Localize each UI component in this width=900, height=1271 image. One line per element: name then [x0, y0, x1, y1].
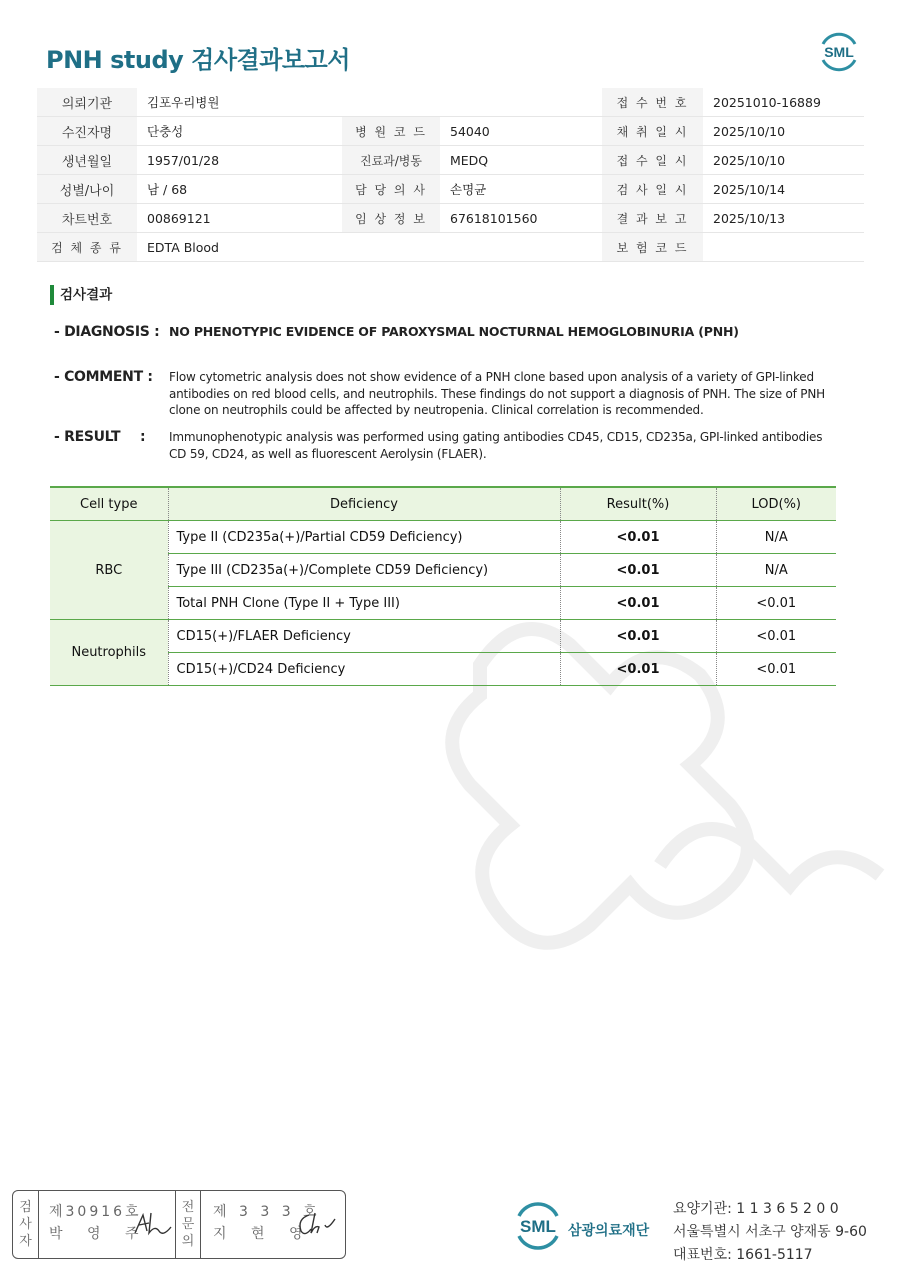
table-row [50, 587, 836, 620]
address: 서울특별시 서초구 양재동 9-60 [673, 1224, 867, 1240]
specialist-label-char: 의 [181, 1234, 195, 1249]
deficiency-cell: Total PNH Clone (Type II + Type III) [168, 587, 560, 620]
lod-cell: <0.01 [716, 653, 836, 686]
sex-age-value: 남 / 68 [137, 175, 342, 204]
insurance-label: 보 험 코 드 [602, 233, 703, 262]
receipt-no-value: 20251010-16889 [703, 88, 864, 117]
specialist-signature [295, 1209, 339, 1239]
dob-label: 생년월일 [37, 146, 137, 175]
clinical-label: 임 상 정 보 [342, 204, 440, 233]
tester-license-no: 제30916호 [49, 1204, 142, 1220]
foundation-name: 삼광의료재단 [568, 1223, 650, 1239]
result-cell: <0.01 [560, 587, 716, 620]
lod-cell: <0.01 [716, 620, 836, 653]
received-value: 2025/10/10 [703, 146, 864, 175]
sml-logo [817, 30, 861, 74]
chart-label: 차트번호 [37, 204, 137, 233]
specimen-value: EDTA Blood [137, 233, 342, 262]
patient-info-table [37, 88, 864, 262]
tester-label-char: 검 [19, 1200, 32, 1215]
specialist-vertical-label [175, 1191, 201, 1258]
receipt-no-label: 접 수 번 호 [602, 88, 703, 117]
doctor-value: 손명균 [440, 175, 602, 204]
deficiency-cell: CD15(+)/CD24 Deficiency [168, 653, 560, 686]
clinical-value: 67618101560 [440, 204, 602, 233]
col-header-cell-type: Cell type [50, 487, 168, 521]
referring-value: 김포우리병원 [137, 88, 342, 117]
result-label: - RESULT [54, 429, 121, 445]
pnh-results-table [50, 486, 836, 686]
specialist-license-no: 제 3 3 3 호 [213, 1204, 321, 1220]
lod-cell: N/A [716, 521, 836, 554]
result-cell: <0.01 [560, 620, 716, 653]
phone-number: 대표번호: 1661-5117 [673, 1247, 813, 1263]
reported-value: 2025/10/13 [703, 204, 864, 233]
table-row [50, 521, 836, 554]
insurance-value [703, 233, 864, 262]
specialist-label-char: 문 [181, 1217, 195, 1232]
foundation-logo [512, 1200, 564, 1252]
result-colon: : [140, 429, 146, 445]
collected-value: 2025/10/10 [703, 117, 864, 146]
report-title: PNH study 검사결과보고서 [46, 46, 350, 74]
tester-label-char: 자 [19, 1234, 32, 1249]
doctor-label: 담 당 의 사 [342, 175, 440, 204]
comment-label: - COMMENT : [54, 369, 153, 385]
specimen-label: 검 체 종 류 [37, 233, 137, 262]
col-header-lod: LOD(%) [716, 487, 836, 521]
result-cell: <0.01 [560, 521, 716, 554]
patient-value: 단충성 [137, 117, 342, 146]
hospital-code-value: 54040 [440, 117, 602, 146]
result-cell: <0.01 [560, 653, 716, 686]
reported-label: 결 과 보 고 [602, 204, 703, 233]
comment-text: Flow cytometric analysis does not show evidence of a PNH clone based upon analysis of a variety of GPI-linked antibodies on red blood cells, and neutrophils. These findings do not support a diagnosis of PNH. The size of PNH clone on neutrophils could be affected by neutropenia. Clinical correlation is recommended. [169, 370, 825, 417]
institution-code: 요양기관: 1 1 3 6 5 2 0 0 [673, 1201, 839, 1217]
table-row [50, 653, 836, 686]
col-header-deficiency: Deficiency [168, 487, 560, 521]
sml-logo-text: SML [824, 44, 854, 60]
table-row [50, 554, 836, 587]
result-cell: <0.01 [560, 554, 716, 587]
referring-label: 의뢰기관 [37, 88, 137, 117]
collected-label: 채 취 일 시 [602, 117, 703, 146]
lod-cell: <0.01 [716, 587, 836, 620]
diagnosis-text: NO PHENOTYPIC EVIDENCE OF PAROXYSMAL NOCTURNAL HEMOGLOBINURIA (PNH) [169, 324, 739, 339]
received-label: 접 수 일 시 [602, 146, 703, 175]
tested-value: 2025/10/14 [703, 175, 864, 204]
tester-name: 박 영 주 [49, 1226, 149, 1242]
deficiency-cell: Type III (CD235a(+)/Complete CD59 Deficiency) [168, 554, 560, 587]
signature-stamp-box [12, 1190, 346, 1259]
results-heading: 검사결과 [50, 285, 112, 305]
dob-value: 1957/01/28 [137, 146, 342, 175]
chart-value: 00869121 [137, 204, 342, 233]
specialist-label-char: 전 [181, 1200, 195, 1215]
tester-label-char: 사 [19, 1217, 32, 1232]
result-text: Immunophenotypic analysis was performed using gating antibodies CD45, CD15, CD235a, GPI-linked antibodies CD 59, CD24, as well as fluorescent Aerolysin (FLAER). [169, 430, 823, 461]
sex-age-label: 성별/나이 [37, 175, 137, 204]
foundation-logo-text: SML [520, 1217, 556, 1236]
patient-label: 수진자명 [37, 117, 137, 146]
specialist-name: 지 현 영 [213, 1226, 313, 1242]
col-header-result: Result(%) [560, 487, 716, 521]
dept-value: MEDQ [440, 146, 602, 175]
tester-vertical-label [13, 1191, 39, 1258]
tester-signature [131, 1207, 175, 1239]
dept-label: 진료과/병동 [342, 146, 440, 175]
deficiency-cell: CD15(+)/FLAER Deficiency [168, 620, 560, 653]
hospital-code-label: 병 원 코 드 [342, 117, 440, 146]
cell-type-rbc: RBC [50, 521, 168, 620]
deficiency-cell: Type II (CD235a(+)/Partial CD59 Deficiency) [168, 521, 560, 554]
lod-cell: N/A [716, 554, 836, 587]
table-row [50, 620, 836, 653]
tested-label: 검 사 일 시 [602, 175, 703, 204]
cell-type-neutrophils: Neutrophils [50, 620, 168, 686]
diagnosis-label: - DIAGNOSIS : [54, 324, 160, 340]
